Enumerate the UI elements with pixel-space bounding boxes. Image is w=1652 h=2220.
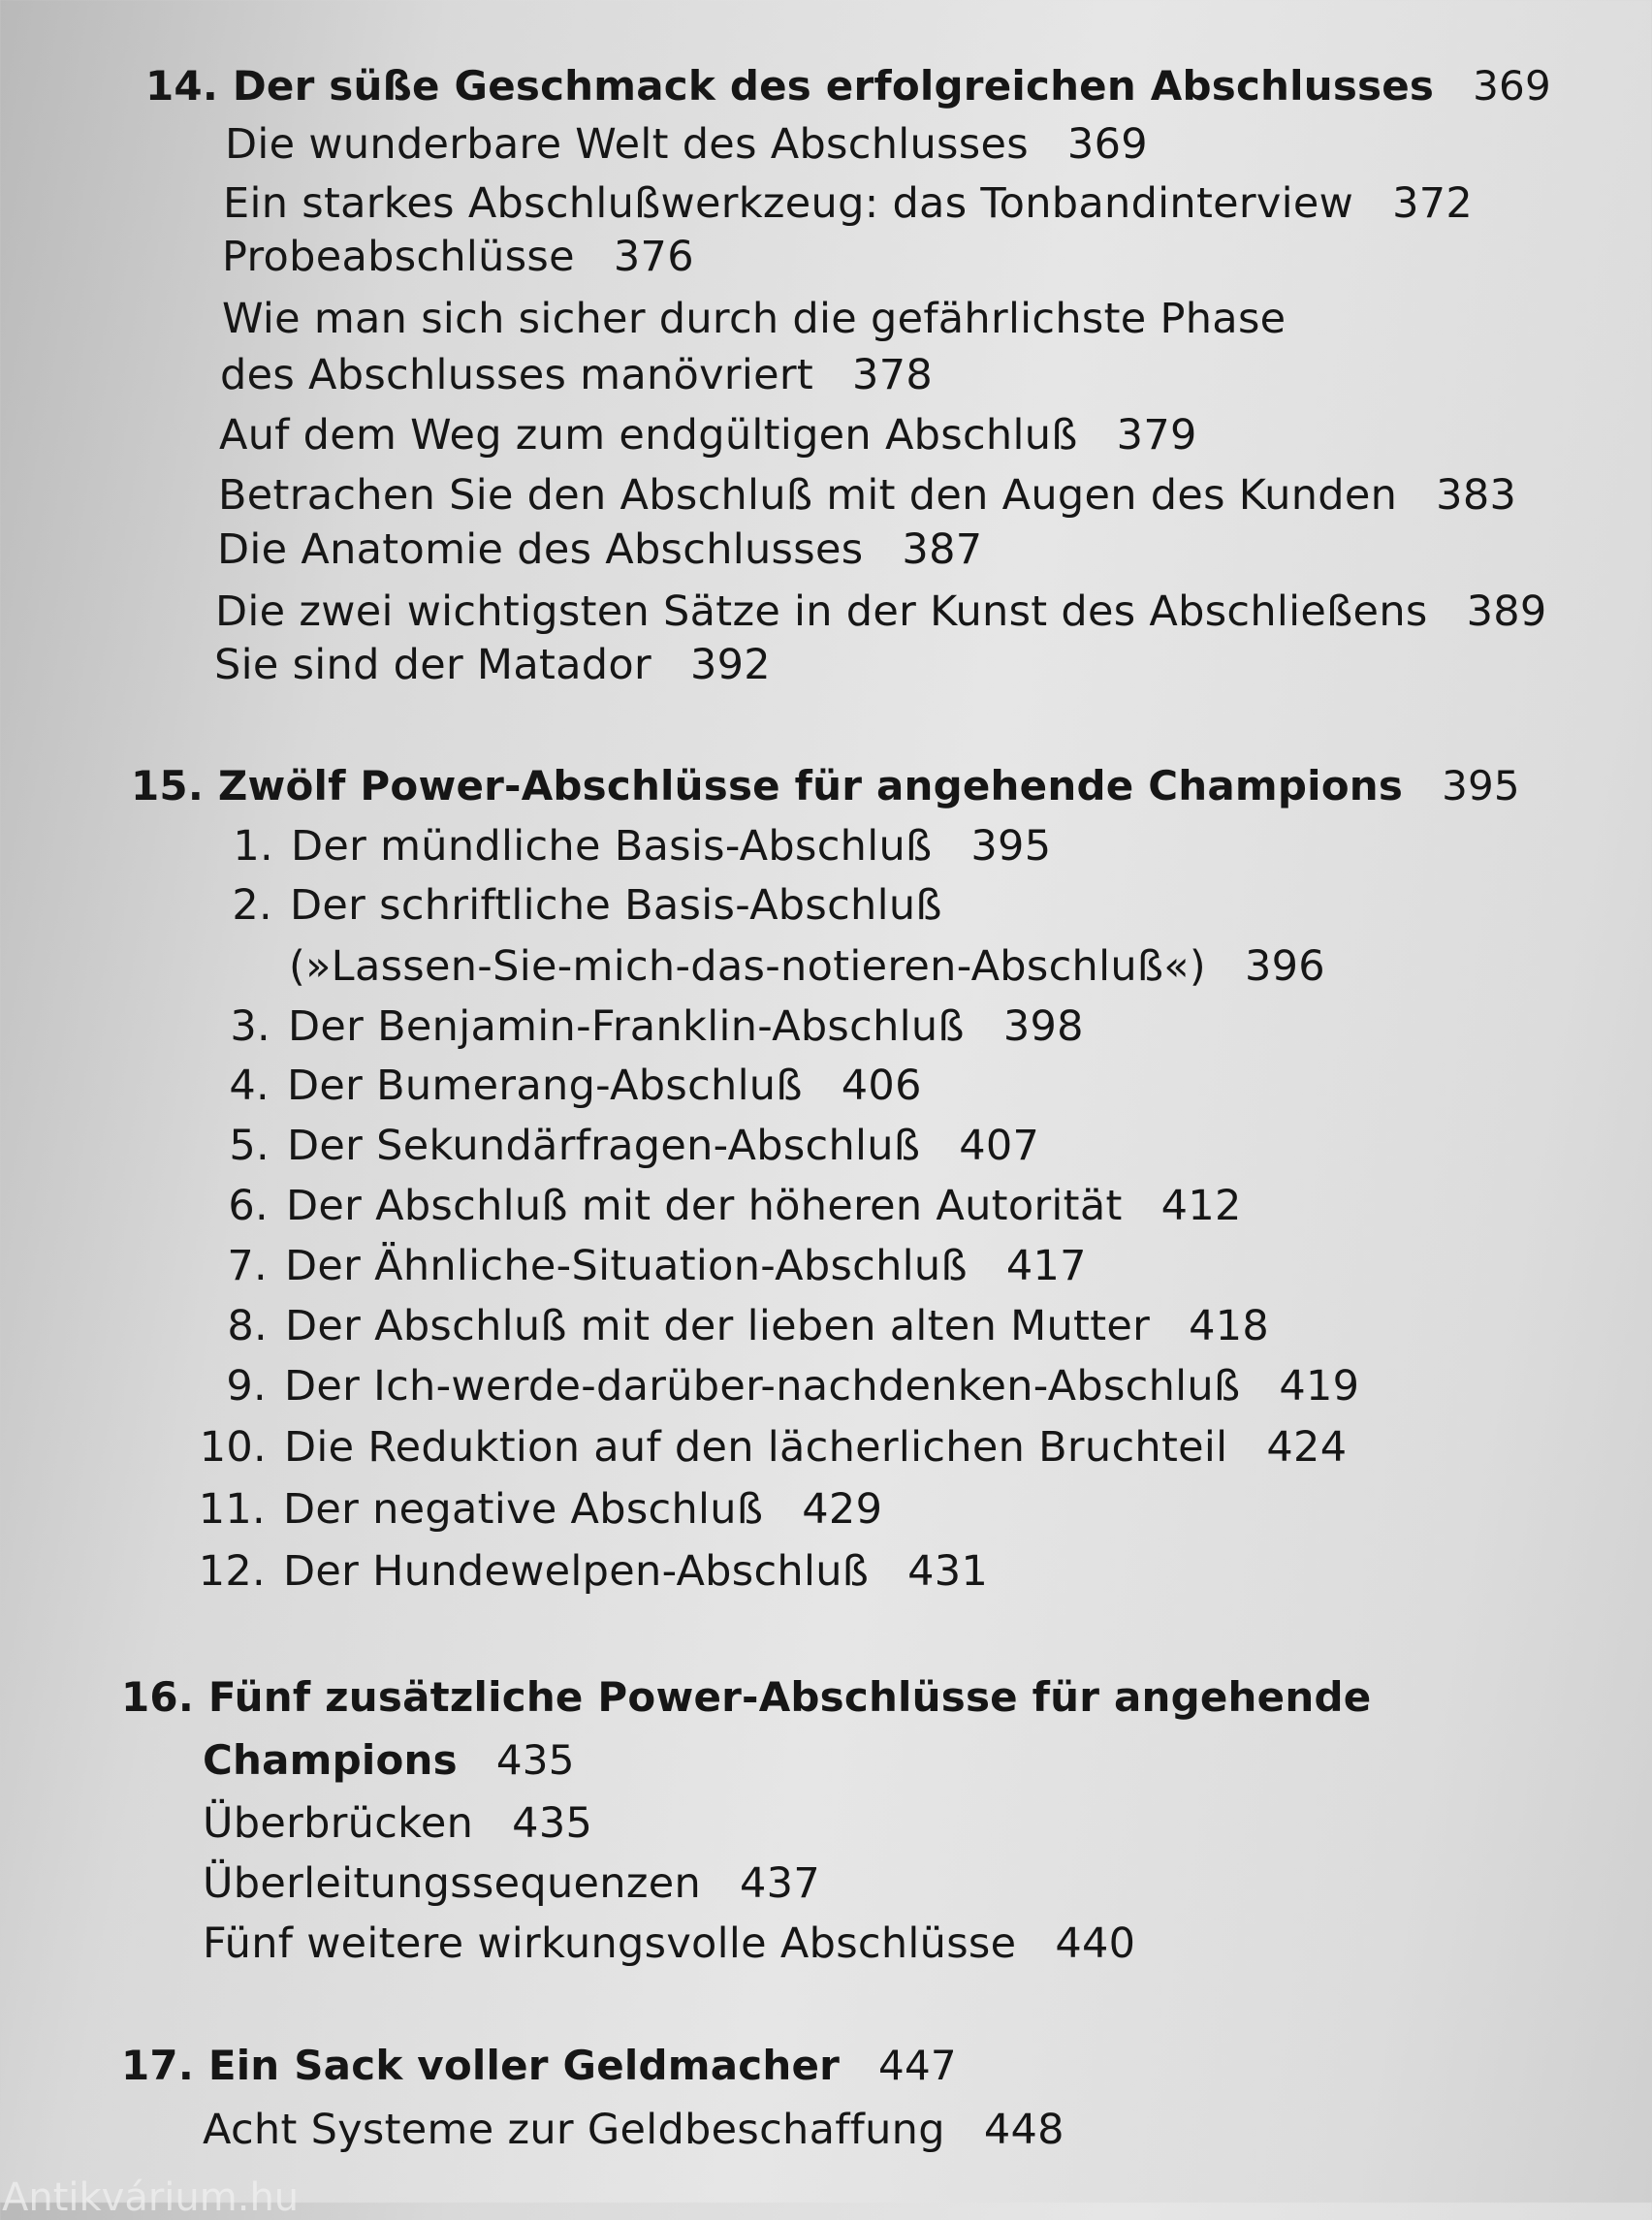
toc-entry (222, 295, 1287, 343)
page-number: 398 (1002, 1002, 1084, 1051)
entry-text: Der schriftliche Basis-Abschluß (290, 881, 942, 930)
chapter-title: 15. Zwölf Power-Abschlüsse für angehende Champions (131, 762, 1404, 809)
chapter-17-heading (121, 2042, 957, 2089)
page-number: 435 (512, 1799, 593, 1848)
chapter-title: 17. Ein Sack voller Geldmacher (121, 2042, 841, 2089)
entry-text: Der Benjamin-Franklin-Abschluß (288, 1002, 965, 1051)
entry-number: 3. (230, 1002, 270, 1051)
entry-number: 6. (228, 1182, 269, 1230)
page-number: 448 (983, 2106, 1064, 2154)
page-number: 369 (1473, 62, 1551, 110)
entry-text: Der negative Abschluß (283, 1485, 764, 1534)
toc-entry (220, 351, 934, 399)
chapter-16-heading-cont (203, 1736, 575, 1784)
entry-number: 4. (229, 1062, 270, 1110)
entry-text: Die zwei wichtigsten Sätze in der Kunst des Abschließens (215, 587, 1428, 636)
toc-entry (203, 2106, 1064, 2154)
entry-number: 12. (198, 1547, 266, 1596)
toc-entry (214, 641, 771, 689)
toc-entry (213, 1302, 1270, 1350)
entry-text: des Abschlusses manövriert (220, 351, 814, 399)
entry-text: Wie man sich sicher durch die gefährlichste Phase (222, 295, 1287, 343)
entry-number: 9. (226, 1362, 267, 1411)
page-number: 396 (1244, 942, 1325, 991)
toc-entry (225, 120, 1148, 169)
toc-entry (216, 1002, 1084, 1051)
page-number: 412 (1160, 1182, 1242, 1230)
entry-text: Der Hundewelpen-Abschluß (283, 1547, 870, 1596)
toc-entry (186, 1485, 883, 1534)
entry-text: Acht Systeme zur Geldbeschaffung (203, 2106, 945, 2154)
toc-entry (203, 1799, 593, 1848)
entry-text: Ein starkes Abschlußwerkzeug: das Tonbandinterview (223, 179, 1354, 228)
chapter-title: 16. Fünf zusätzliche Power-Abschlüsse für angehende (121, 1673, 1372, 1721)
toc-entry (186, 1547, 989, 1596)
toc-entry (219, 411, 1197, 460)
page-number: 372 (1392, 179, 1474, 228)
entry-text: Probeabschlüsse (222, 233, 575, 281)
entry-number: 10. (199, 1423, 267, 1472)
entry-text: (»Lassen-Sie-mich-das-notieren-Abschluß«) (289, 942, 1206, 991)
page-number: 418 (1189, 1302, 1270, 1350)
entry-text: Die Reduktion auf den lächerlichen Bruchteil (284, 1423, 1228, 1472)
toc-entry (218, 881, 942, 930)
toc-entry (218, 471, 1517, 520)
entry-number: 1. (233, 822, 273, 871)
page-number: 376 (613, 233, 694, 281)
chapter-15-heading (131, 762, 1520, 809)
entry-number: 8. (227, 1302, 268, 1350)
entry-number: 11. (198, 1485, 266, 1534)
entry-text: Betrachen Sie den Abschluß mit den Augen des Kunden (218, 471, 1398, 520)
toc-entry (212, 1362, 1360, 1411)
page-number: 429 (802, 1485, 883, 1534)
entry-text: Sie sind der Matador (214, 641, 651, 689)
toc-entry (215, 1122, 1040, 1170)
entry-text: Der Bumerang-Abschluß (287, 1062, 803, 1110)
page-number: 378 (852, 351, 934, 399)
page-number: 447 (878, 2042, 957, 2089)
page-number: 395 (1442, 762, 1520, 809)
page-number: 440 (1055, 1919, 1136, 1968)
page-number: 435 (495, 1736, 575, 1784)
page-number: 369 (1066, 120, 1148, 169)
page-number: 383 (1436, 471, 1517, 520)
page-number: 407 (959, 1122, 1040, 1170)
entry-text: Der Ähnliche-Situation-Abschluß (285, 1242, 968, 1290)
entry-text: Fünf weitere wirkungsvolle Abschlüsse (203, 1919, 1017, 1968)
entry-text: Die Anatomie des Abschlusses (217, 525, 864, 574)
toc-entry (203, 1919, 1136, 1968)
toc-entry (222, 233, 694, 281)
watermark: Antikvárium.hu (2, 2175, 300, 2220)
entry-text: Überleitungssequenzen (203, 1859, 702, 1908)
toc-entry (213, 1242, 1087, 1290)
page-number: 437 (740, 1859, 820, 1908)
page-number: 389 (1466, 587, 1547, 636)
toc-entry (217, 942, 1325, 991)
toc-entry (214, 1182, 1242, 1230)
page-number: 387 (902, 525, 983, 574)
toc-entry (223, 179, 1474, 228)
chapter-16-heading (121, 1673, 1372, 1721)
entry-text: Der Ich-werde-darüber-nachdenken-Abschluß (284, 1362, 1241, 1411)
toc-entry (187, 1423, 1348, 1472)
page-number: 379 (1116, 411, 1197, 460)
entry-number: 5. (229, 1122, 270, 1170)
entry-text: Der Abschluß mit der lieben alten Mutter (285, 1302, 1151, 1350)
page-number: 406 (841, 1062, 922, 1110)
entry-text: Die wunderbare Welt des Abschlusses (225, 120, 1029, 169)
entry-number: 2. (232, 881, 272, 930)
toc-entry (215, 587, 1547, 636)
page-number: 417 (1005, 1242, 1087, 1290)
page-number: 395 (970, 822, 1052, 871)
toc-entry (215, 1062, 922, 1110)
page-number: 392 (689, 641, 771, 689)
chapter-title: 14. Der süße Geschmack des erfolgreichen Abschlusses (145, 62, 1435, 110)
page-number: 431 (907, 1547, 989, 1596)
entry-text: Auf dem Weg zum endgültigen Abschluß (219, 411, 1078, 460)
entry-text: Der mündliche Basis-Abschluß (291, 822, 933, 871)
entry-text: Überbrücken (203, 1799, 474, 1848)
toc-entry (217, 525, 983, 574)
toc-entry (219, 822, 1052, 871)
chapter-title-continued: Champions (203, 1736, 458, 1784)
page-number: 419 (1279, 1362, 1360, 1411)
page-number: 424 (1266, 1423, 1348, 1472)
toc-entry (203, 1859, 820, 1908)
chapter-14-heading (145, 62, 1551, 110)
entry-number: 7. (227, 1242, 268, 1290)
entry-text: Der Sekundärfragen-Abschluß (287, 1122, 921, 1170)
entry-text: Der Abschluß mit der höheren Autorität (286, 1182, 1123, 1230)
